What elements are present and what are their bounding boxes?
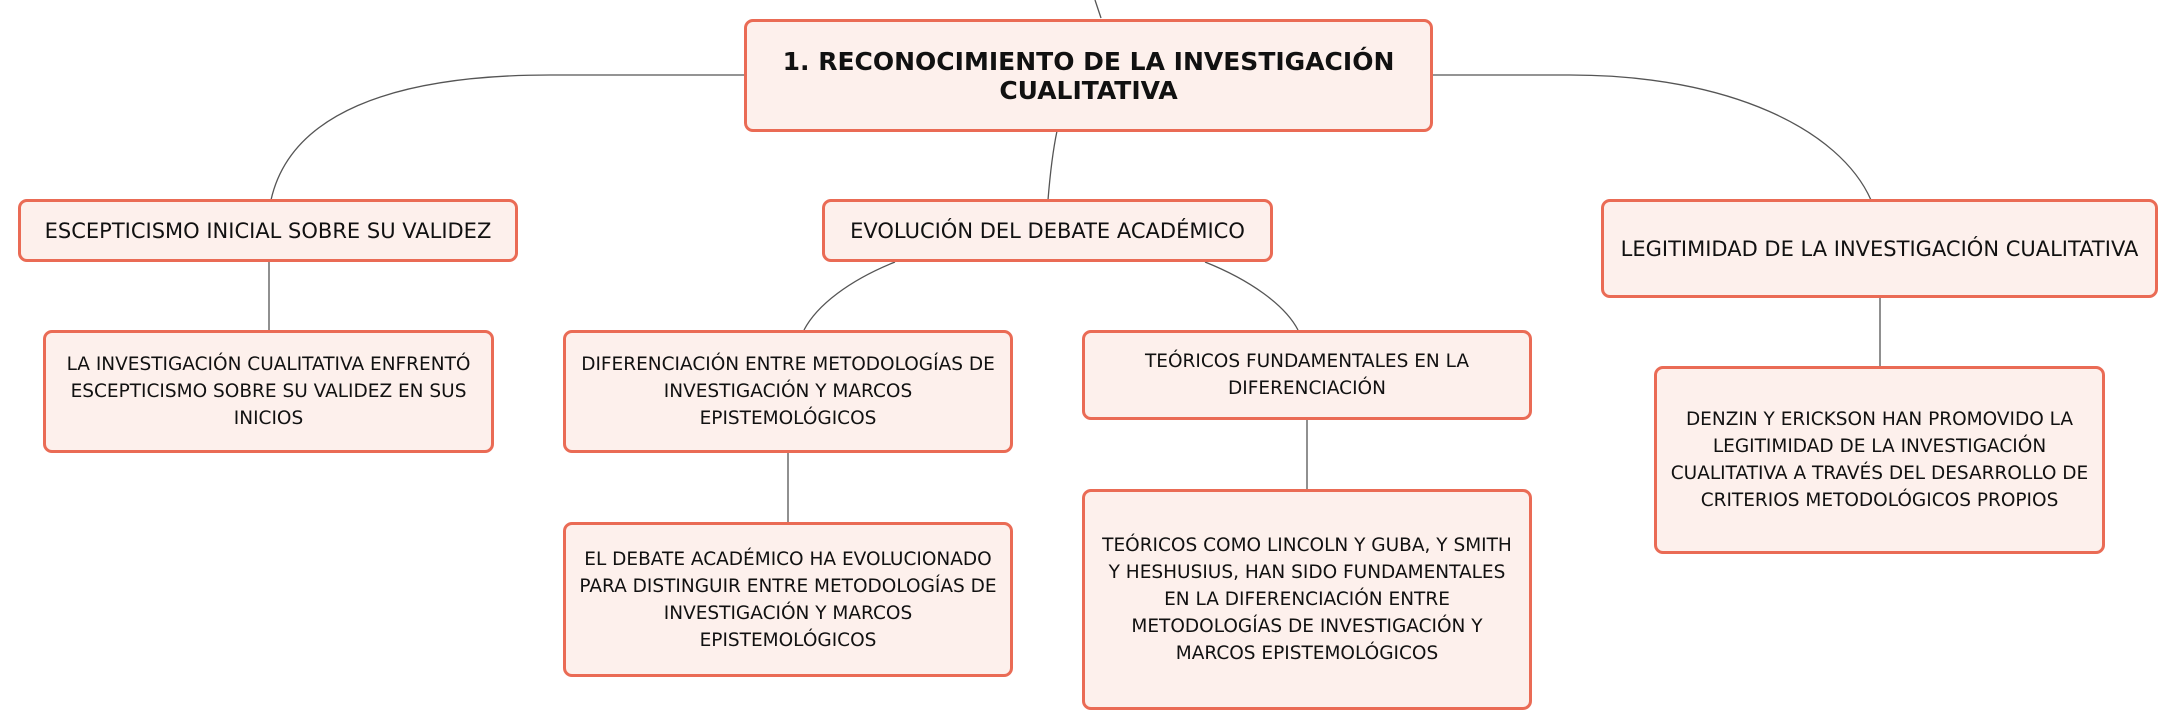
connector-root-to-evolution (1048, 131, 1057, 200)
connector-root-to-legitimacy (1432, 75, 1871, 200)
topic-legitimidad-label: LEGITIMIDAD DE LA INVESTIGACIÓN CUALITATIVA (1620, 236, 2139, 261)
topic-evolucion-label: EVOLUCIÓN DEL DEBATE ACADÉMICO (850, 218, 1245, 243)
subtopic-legitimidad-detalle-label: DENZIN Y ERICKSON HAN PROMOVIDO LA LEGITIMIDAD DE LA INVESTIGACIÓN CUALITATIVA A TRAVÉS DEL DESARROLLO DE CRITERIOS METODOLÓGICOS PROPIOS (1670, 409, 2089, 511)
connector-root-to-skepticism (271, 75, 746, 200)
central-topic-label: 1. RECONOCIMIENTO DE LA INVESTIGACIÓN CUALITATIVA (782, 46, 1395, 105)
subtopic-teoricos[interactable] (1082, 330, 1532, 420)
subtopic-teoricos-detalle[interactable] (1082, 489, 1532, 710)
topic-escepticismo[interactable] (18, 199, 518, 262)
subtopic-escepticismo-detalle-label: LA INVESTIGACIÓN CUALITATIVA ENFRENTÓ ESCEPTICISMO SOBRE SU VALIDEZ EN SUS INICIOS (66, 354, 471, 429)
central-topic[interactable] (744, 19, 1433, 132)
connector-root-to-parent (1095, 0, 1101, 18)
connector-evolution-to-differentiation (804, 262, 895, 330)
connector-evolution-to-theorists (1205, 262, 1298, 330)
subtopic-diferenciacion-detalle[interactable] (563, 522, 1013, 677)
subtopic-escepticismo-detalle[interactable] (43, 330, 494, 453)
subtopic-diferenciacion[interactable] (563, 330, 1013, 453)
topic-evolucion[interactable] (822, 199, 1273, 262)
subtopic-diferenciacion-label: DIFERENCIACIÓN ENTRE METODOLOGÍAS DE INVESTIGACIÓN Y MARCOS EPISTEMOLÓGICOS (581, 354, 995, 429)
subtopic-teoricos-label: TEÓRICOS FUNDAMENTALES EN LA DIFERENCIACIÓN (1145, 351, 1469, 399)
topic-legitimidad[interactable] (1601, 199, 2158, 298)
topic-escepticismo-label: ESCEPTICISMO INICIAL SOBRE SU VALIDEZ (44, 218, 492, 243)
subtopic-diferenciacion-detalle-label: EL DEBATE ACADÉMICO HA EVOLUCIONADO PARA DISTINGUIR ENTRE METODOLOGÍAS DE INVESTIGACIÓN Y MARCOS EPISTEMOLÓGICOS (579, 548, 997, 651)
subtopic-legitimidad-detalle[interactable] (1654, 366, 2105, 554)
subtopic-teoricos-detalle-label: TEÓRICOS COMO LINCOLN Y GUBA, Y SMITH Y HESHUSIUS, HAN SIDO FUNDAMENTALES EN LA DIFERENCIACIÓN ENTRE METODOLOGÍAS DE INVESTIGACIÓN Y MARCOS EPISTEMOLÓGICOS (1102, 535, 1512, 664)
